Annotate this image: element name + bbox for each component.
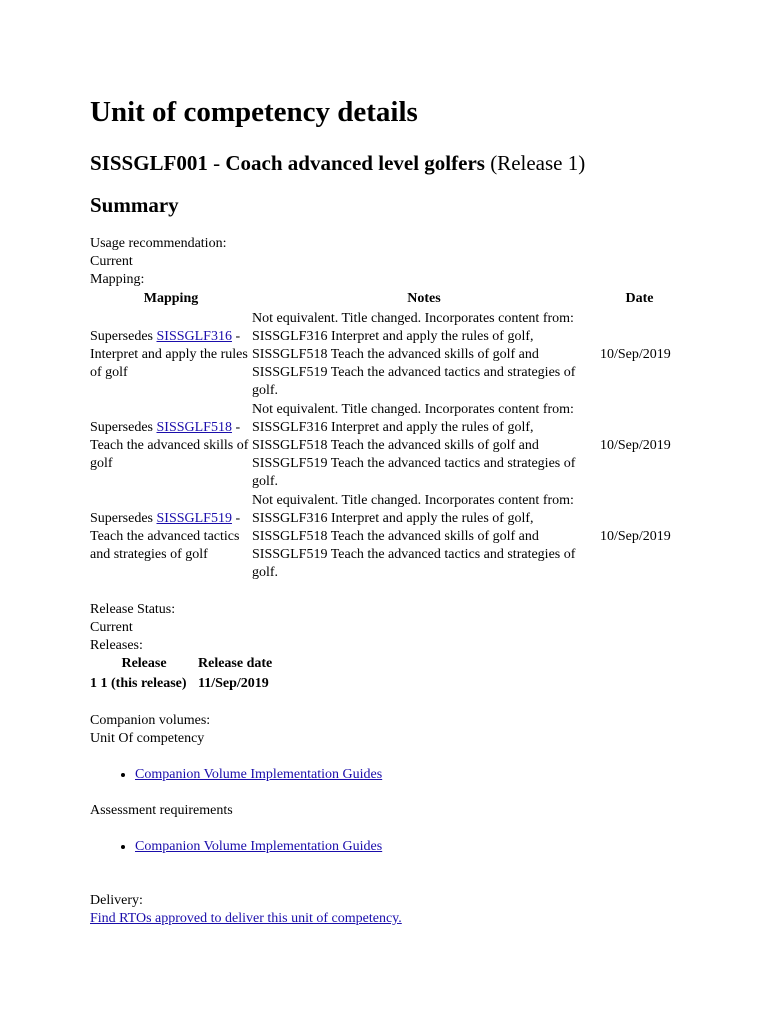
supersedes-label: Supersedes [90, 420, 157, 435]
assessment-guides-link[interactable]: Companion Volume Implementation Guides [135, 839, 383, 854]
list-item [135, 838, 382, 856]
mapping-label: Mapping: [90, 272, 145, 287]
unit-code: SISSGLF001 [90, 151, 208, 175]
usage-block [90, 235, 226, 289]
find-rtos-link[interactable]: Find RTOs approved to deliver this unit of competency. [90, 911, 402, 926]
usage-value: Current [90, 254, 133, 269]
date-cell: 10/Sep/2019 [600, 529, 671, 544]
releases-header-release: Release [121, 656, 167, 671]
assessment-label: Assessment requirements [90, 803, 233, 818]
superseded-unit-desc: - Teach the advanced tactics and strategies of golf [90, 511, 241, 562]
mapping-cell [90, 310, 252, 401]
delivery-label: Delivery: [90, 893, 143, 908]
unit-link-sissglf519[interactable]: SISSGLF519 [156, 511, 232, 526]
usage-label: Usage recommendation: [90, 236, 227, 251]
table-row [90, 310, 683, 401]
companion-label: Companion volumes: [90, 713, 211, 728]
notes-cell: Not equivalent. Title changed. Incorporates content from: SISSGLF316 Interpret and apply the rules of golf, SISSGLF518 Teach the advanced skills of golf and SISSGLF519 Teach the advanced tactics and strategies of golf. [252, 493, 576, 580]
assessment-links-list [90, 838, 382, 856]
release-detail: 1 (this release) [100, 676, 187, 691]
releases-label: Releases: [90, 638, 143, 653]
mapping-cell [90, 401, 252, 492]
mapping-header-date: Date [625, 291, 654, 306]
superseded-unit-desc: - Teach the advanced skills of golf [90, 420, 249, 471]
notes-cell: Not equivalent. Title changed. Incorporates content from: SISSGLF316 Interpret and apply the rules of golf, SISSGLF518 Teach the advanced skills of golf and SISSGLF519 Teach the advanced tactics and strategies of golf. [252, 402, 576, 489]
mapping-header-notes: Notes [407, 291, 441, 306]
release-number: 1 [90, 676, 97, 691]
companion-guides-link[interactable]: Companion Volume Implementation Guides [135, 767, 383, 782]
mapping-header-row [90, 290, 683, 310]
releases-header-row [90, 655, 272, 675]
release-cell [90, 675, 198, 693]
notes-cell: Not equivalent. Title changed. Incorporates content from: SISSGLF316 Interpret and apply the rules of golf, SISSGLF518 Teach the advanced skills of golf and SISSGLF519 Teach the advanced tactics and strategies of golf. [252, 311, 576, 398]
release-date-cell: 11/Sep/2019 [198, 676, 269, 691]
mapping-header-mapping: Mapping [143, 291, 199, 306]
page-title: Unit of competency details [90, 96, 418, 128]
companion-links-list [90, 766, 382, 784]
mapping-table [90, 290, 683, 583]
superseded-unit-desc: - Interpret and apply the rules of golf [90, 329, 248, 380]
unit-title: Coach advanced level golfers [225, 151, 485, 175]
releases-header-date: Release date [198, 656, 273, 671]
release-status-value: Current [90, 620, 133, 635]
table-row [90, 675, 272, 693]
release-status-block [90, 601, 175, 655]
supersedes-label: Supersedes [90, 511, 157, 526]
date-cell: 10/Sep/2019 [600, 347, 671, 362]
unit-separator: - [207, 151, 226, 175]
companion-block [90, 712, 210, 748]
summary-heading: Summary [90, 193, 179, 217]
unit-of-competency-label: Unit Of competency [90, 731, 205, 746]
unit-link-sissglf518[interactable]: SISSGLF518 [156, 420, 232, 435]
date-cell: 10/Sep/2019 [600, 438, 671, 453]
release-status-label: Release Status: [90, 602, 176, 617]
releases-table [90, 655, 272, 693]
unit-heading [90, 150, 585, 176]
unit-release: (Release 1) [484, 151, 586, 175]
table-row [90, 492, 683, 583]
delivery-block [90, 892, 402, 928]
supersedes-label: Supersedes [90, 329, 157, 344]
table-row [90, 401, 683, 492]
page-content [90, 92, 710, 926]
unit-link-sissglf316[interactable]: SISSGLF316 [156, 329, 232, 344]
list-item [135, 766, 382, 784]
mapping-cell [90, 492, 252, 583]
